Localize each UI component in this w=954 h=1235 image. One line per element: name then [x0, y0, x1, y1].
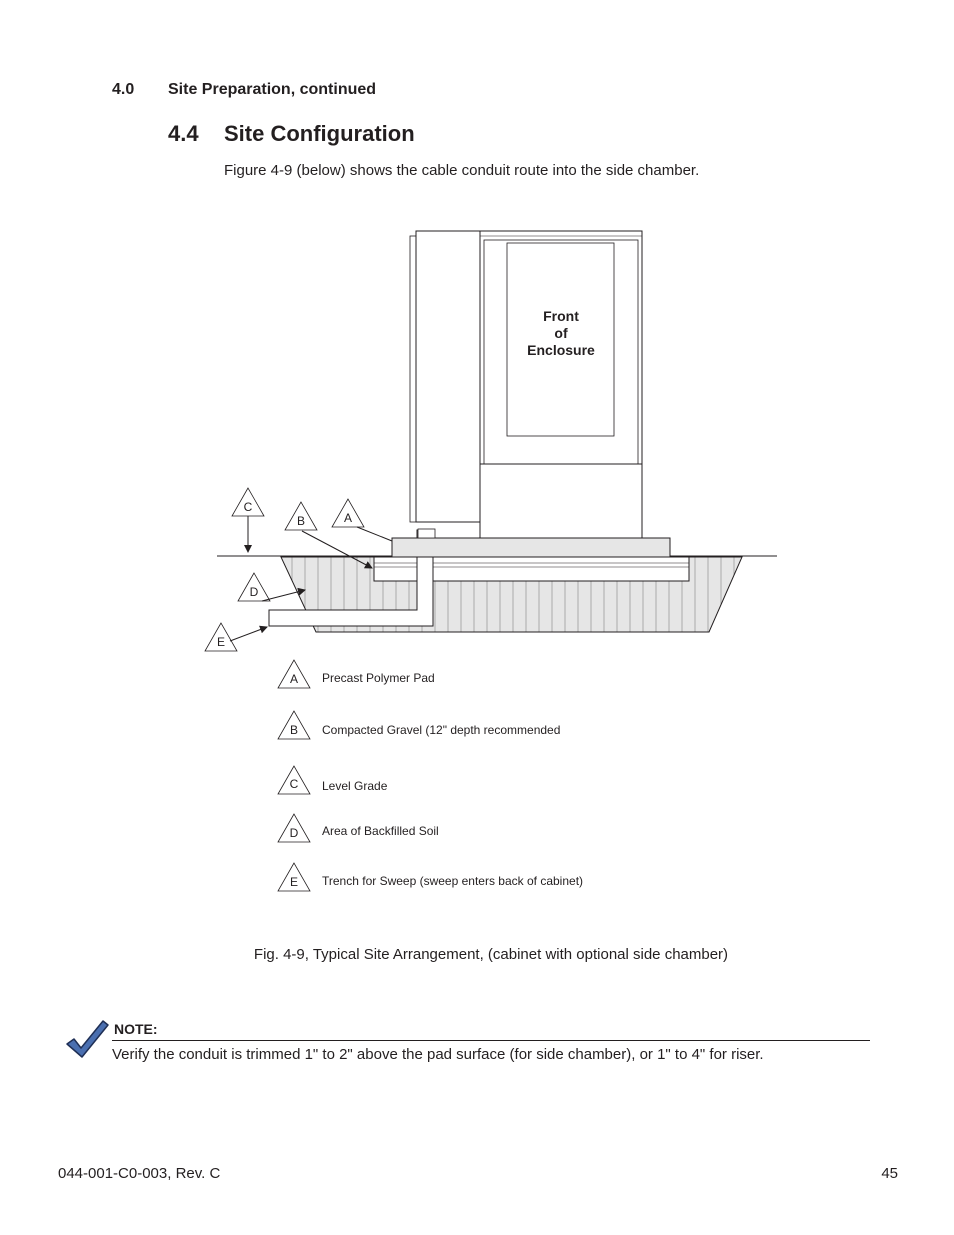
subsection-title: Site Configuration — [224, 121, 415, 146]
section-title: Site Preparation, continued — [168, 81, 377, 98]
legend-item-e — [278, 863, 583, 891]
legend-key-b: B — [289, 723, 299, 737]
note-text: Verify the conduit is trimmed 1" to 2" above the pad surface (for side chamber), or 1" to 4" for riser. — [112, 1046, 764, 1063]
enclosure-label-line-2: of — [554, 325, 568, 341]
legend-item-d — [278, 814, 439, 842]
callout-c-letter: C — [243, 500, 253, 514]
footer-doc-id: 044-001-C0-003, Rev. C — [58, 1165, 221, 1182]
note-label: NOTE: — [114, 1021, 158, 1037]
legend-item-c — [278, 766, 388, 794]
legend-text-e: Trench for Sweep (sweep enters back of cabinet) — [322, 874, 584, 888]
legend-key-a: A — [289, 672, 299, 686]
checkmark-icon — [64, 1018, 110, 1060]
callout-e — [205, 623, 267, 651]
legend-text-c: Level Grade — [322, 779, 388, 793]
note-divider — [112, 1040, 870, 1041]
legend-key-e: E — [289, 875, 299, 889]
callout-b-letter: B — [296, 514, 306, 528]
callout-d-letter: D — [249, 585, 259, 599]
enclosure-label-line-1: Front — [543, 308, 579, 324]
legend-text-b: Compacted Gravel (12" depth recommended — [322, 723, 561, 737]
callout-a-letter: A — [343, 511, 353, 525]
callout-a — [332, 499, 392, 541]
cabinet-enclosure — [410, 231, 642, 538]
legend-text-a: Precast Polymer Pad — [322, 671, 435, 685]
callout-e-letter: E — [216, 635, 226, 649]
precast-polymer-pad — [392, 538, 670, 557]
legend-key-d: D — [289, 826, 299, 840]
legend-item-b — [278, 711, 560, 739]
section-number: 4.0 — [112, 81, 135, 98]
footer-page-number: 45 — [881, 1165, 898, 1182]
intro-paragraph: Figure 4-9 (below) shows the cable conduit route into the side chamber. — [224, 162, 700, 179]
legend-item-a — [278, 660, 435, 688]
legend-key-c: C — [289, 777, 299, 791]
enclosure-label-line-3: Enclosure — [527, 342, 595, 358]
legend-text-d: Area of Backfilled Soil — [322, 824, 439, 838]
callout-c — [232, 488, 264, 552]
figure-caption: Fig. 4-9, Typical Site Arrangement, (cabinet with optional side chamber) — [253, 946, 729, 963]
subsection-number: 4.4 — [168, 121, 199, 146]
